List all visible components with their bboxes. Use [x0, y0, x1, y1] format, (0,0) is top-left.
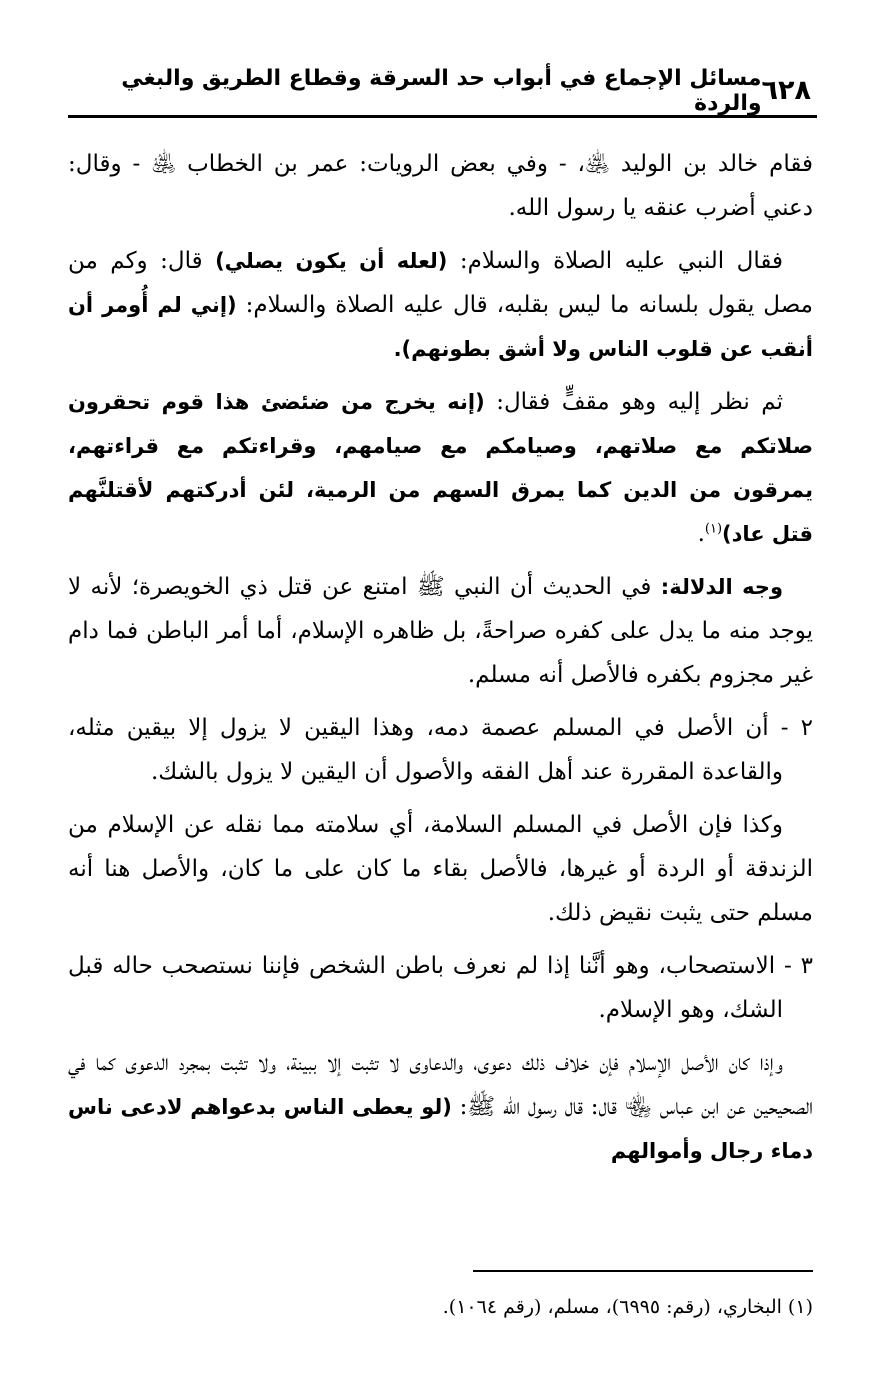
hadith-quote: (إني لم أُومر أن أنقب عن قلوب الناس ولا أشق بطونهم). [68, 293, 813, 361]
running-title: مسائل الإجماع في أبواب حد السرقة وقطاع الطريق والبغي والردة [121, 65, 762, 116]
paragraph-7-text: ٣ - الاستصحاب، وهو أنَّنا إذا لم نعرف باطن الشخص فإننا نستصحب حاله قبل الشك، وهو الإسلام. [68, 953, 813, 1023]
paragraph-3-text-c: . [697, 521, 705, 547]
paragraph-6 [68, 803, 813, 935]
hadith-quote: (لو يعطى الناس بدعواهم لادعى ناس دماء رجال وأموالهم [68, 1095, 813, 1163]
paragraph-2 [68, 239, 813, 371]
page-header [68, 66, 817, 118]
paragraph-3 [68, 380, 813, 556]
footnote-text: (١) البخاري، (رقم: ٦٩٩٥)، مسلم، (رقم ١٠٦٤). [442, 1296, 813, 1318]
paragraph-2-text-c: قال: وكم من مصل يقول بلسانه ما ليس بقلبه، قال عليه الصلاة والسلام: [68, 248, 813, 318]
footnote [68, 1291, 813, 1323]
paragraph-6-text: وكذا فإن الأصل في المسلم السلامة، أي سلامته مما نقله عن الإسلام من الزندقة أو الردة أو غيرها، فالأصل بقاء ما كان على ما كان، والأصل هنا أنه مسلم حتى يثبت نقيض ذلك. [68, 812, 813, 926]
page-number: ٦٢٨ [761, 75, 811, 106]
numbered-point-3 [68, 944, 813, 1032]
paragraph-3-text-a: ثم نظر إليه وهو مقفٍّ فقال: [484, 389, 784, 415]
paragraph-5-text: ٢ - أن الأصل في المسلم عصمة دمه، وهذا اليقين لا يزول إلا بيقين مثله، والقاعدة المقررة عند أهل الفقه والأصول أن اليقين لا يزول بالشك. [68, 715, 813, 785]
paragraph-1 [68, 142, 813, 230]
hadith-quote: (لعله أن يكون يصلي) [215, 249, 448, 273]
numbered-point-2 [68, 706, 813, 794]
footnote-reference: (١) [704, 521, 723, 537]
paragraph-2-text-a: فقال النبي عليه الصلاة والسلام: [447, 248, 783, 274]
hadith-quote: (إنه يخرج من ضئضئ هذا قوم تحقرون صلاتكم مع صلاتهم، وصيامكم مع صيامهم، وقراءتكم مع قراءتهم، يمرقون من الدين كما يمرق السهم من الرمية، لئن أدركتهم لأقتلنَّهم قتل عاد) [68, 390, 813, 546]
paragraph-4 [68, 565, 813, 697]
footnote-divider [473, 1270, 813, 1272]
paragraph-1-text: فقام خالد بن الوليد ﵁، - وفي بعض الرويات: عمر بن الخطاب ﵁ - وقال: دعني أضرب عنقه يا رسول الله. [68, 151, 813, 221]
main-text [68, 142, 813, 1182]
evidence-label: وجه الدلالة: [651, 575, 783, 599]
paragraph-8-text-a: وإذا كان الأصل الإسلام فإن خلاف ذلك دعوى، والدعاوى لا تثبت إلا ببينة، ولا تثبت بمجرد الدعوى كما في الصحيحين عن ابن عباس ﵄ قال: قال رسول الله ﷺ: [68, 1050, 813, 1120]
paragraph-4-text: في الحديث أن النبي ﷺ امتنع عن قتل ذي الخويصرة؛ لأنه لا يوجد منه ما يدل على كفره صراحةً، بل ظاهره الإسلام، أما أمر الباطن فما دام غير مجزوم بكفره فالأصل أنه مسلم. [68, 574, 813, 688]
paragraph-8 [68, 1041, 813, 1173]
